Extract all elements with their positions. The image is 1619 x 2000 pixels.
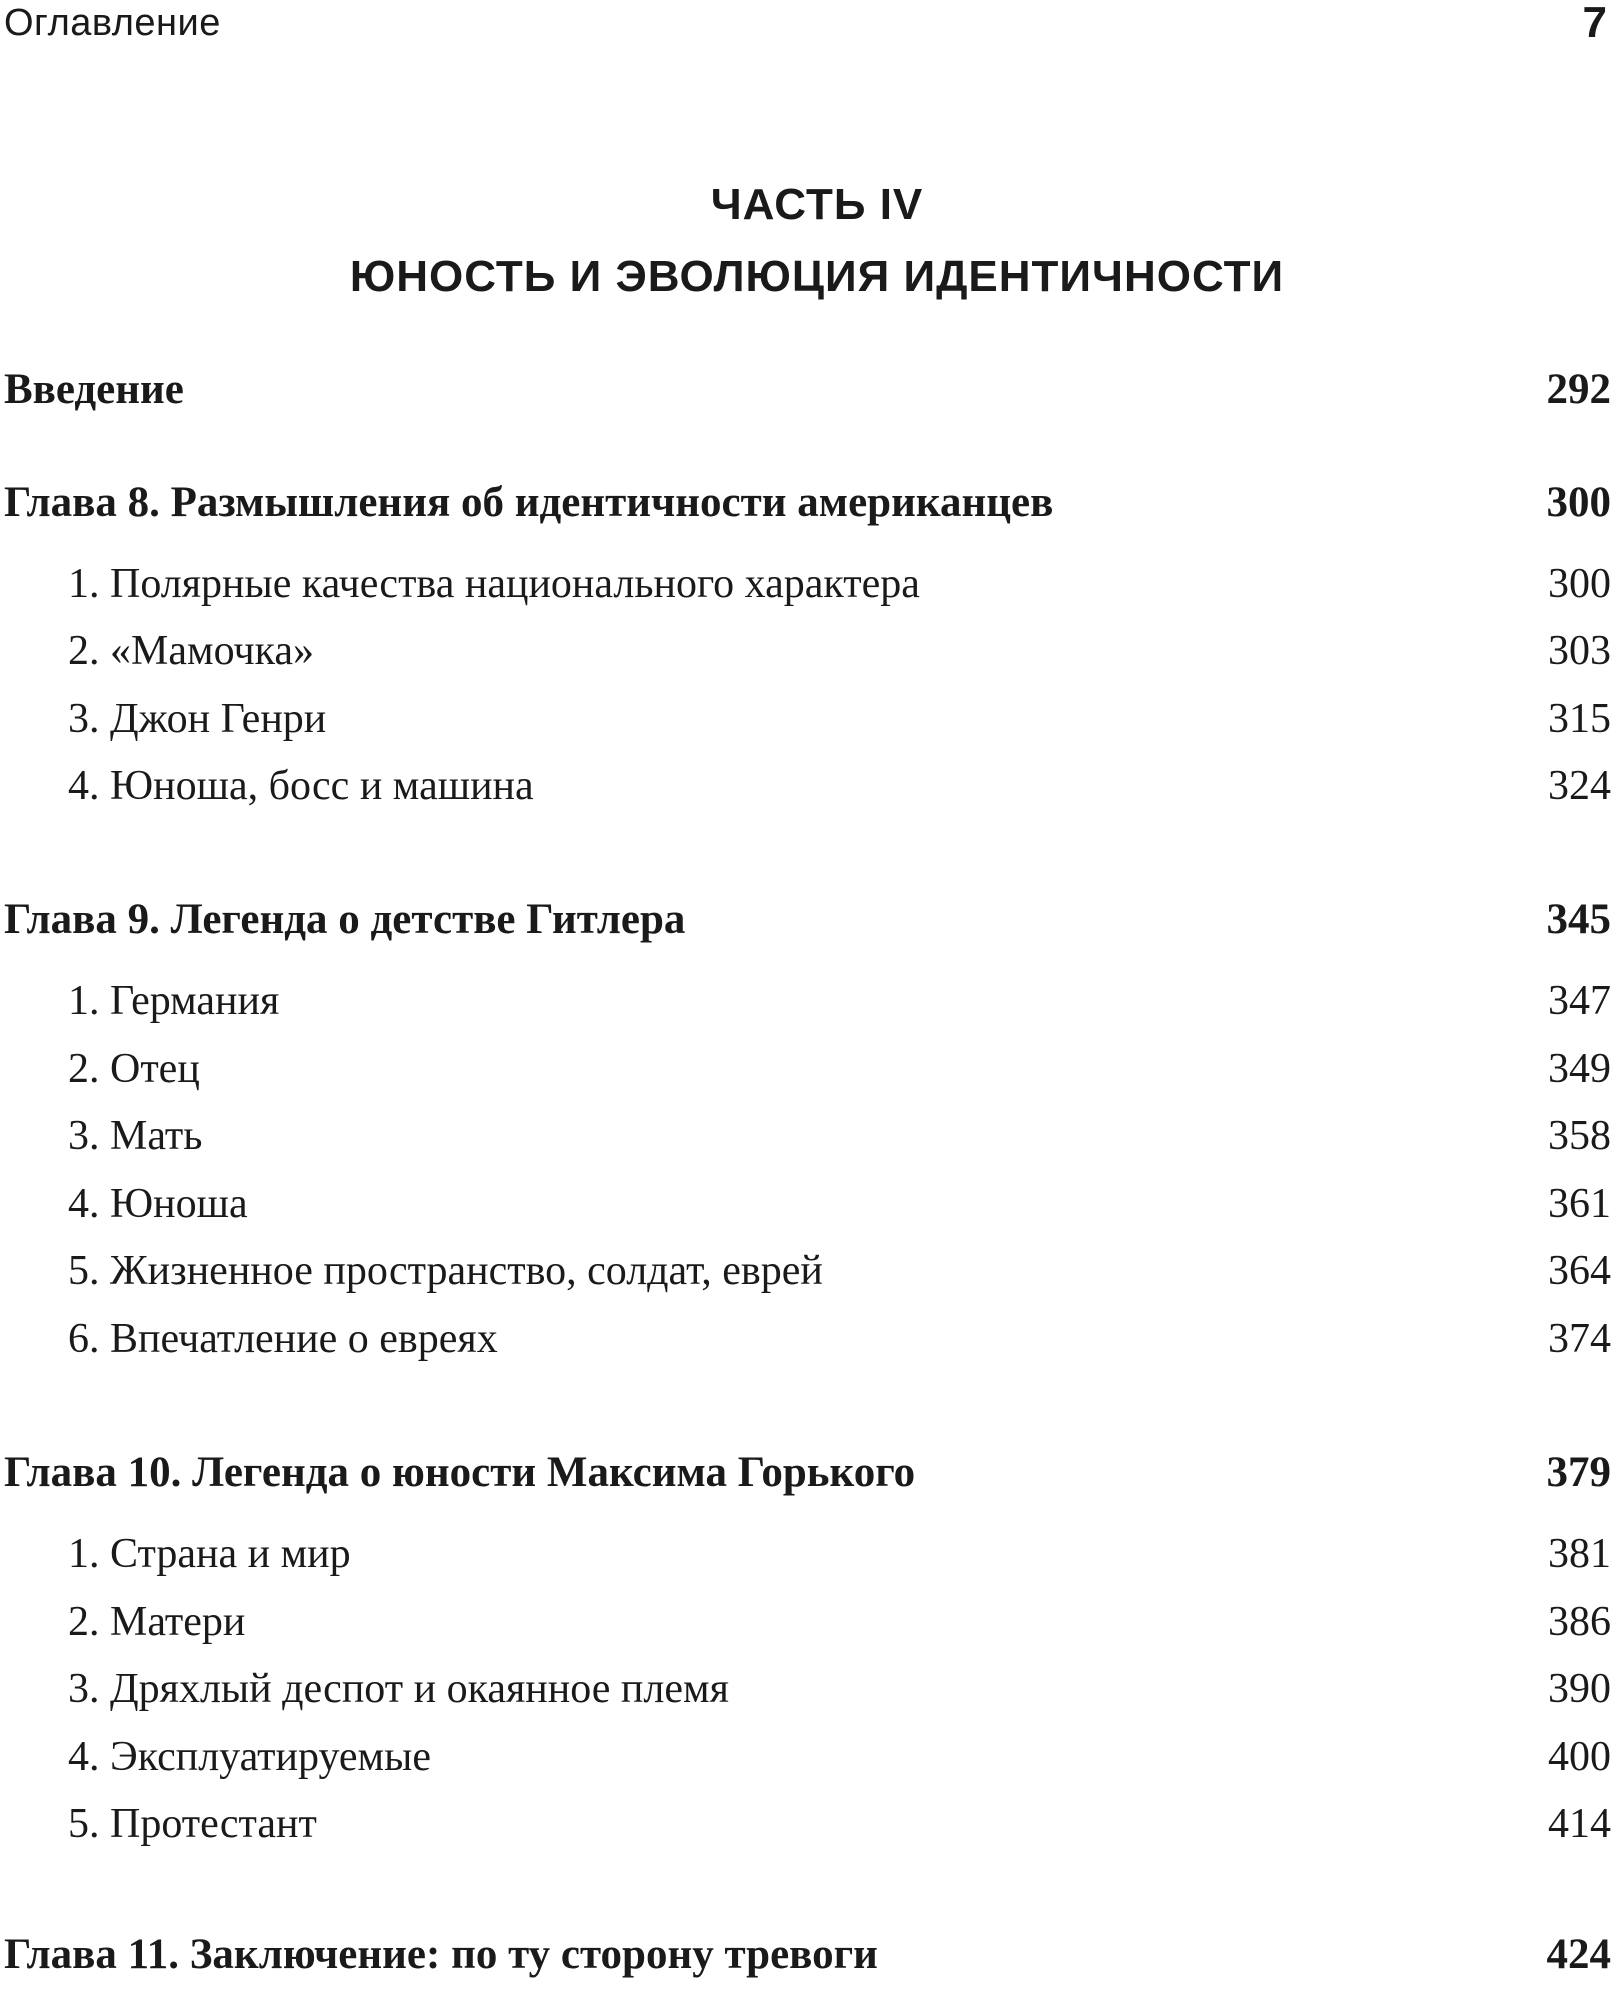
- dot-leader: [190, 413, 1541, 414]
- dot-leader: [320, 674, 1542, 675]
- toc-section-page: 414: [1548, 1801, 1611, 1847]
- toc-section[interactable]: [68, 762, 1611, 810]
- toc-section[interactable]: [68, 695, 1611, 743]
- toc-section-page: 324: [1548, 763, 1611, 809]
- toc-entry-title: Глава 11. Заключение: по ту сторону тревоги: [4, 1931, 878, 1978]
- toc-section-title: 3. Мать: [68, 1113, 203, 1159]
- toc-section-page: 386: [1548, 1599, 1611, 1645]
- toc-section-page: 349: [1548, 1046, 1611, 1092]
- toc-section-title: 4. Юноша, босс и машина: [68, 763, 534, 809]
- dot-leader: [691, 943, 1540, 944]
- toc-section[interactable]: [68, 1112, 1611, 1160]
- toc-entry-page: 345: [1546, 896, 1611, 943]
- running-header: [0, 0, 1619, 50]
- dot-leader: [208, 1159, 1542, 1160]
- toc-section-page: 300: [1548, 561, 1611, 607]
- toc-section-title: 1. Полярные качества национального характера: [68, 561, 920, 607]
- toc-entry-page: 424: [1546, 1931, 1611, 1978]
- toc-section-page: 361: [1548, 1181, 1611, 1227]
- toc-section-title: 4. Эксплуатируемые: [68, 1734, 431, 1780]
- toc-entry-intro[interactable]: [4, 365, 1611, 414]
- toc-section-title: 2. Матери: [68, 1599, 246, 1645]
- toc-section-title: 5. Жизненное пространство, солдат, еврей: [68, 1248, 823, 1294]
- toc-section-title: 6. Впечатление о евреях: [68, 1316, 498, 1362]
- dot-leader: [332, 742, 1542, 743]
- toc-section[interactable]: [68, 560, 1611, 608]
- toc-section[interactable]: [68, 1045, 1611, 1093]
- toc-section-page: 364: [1548, 1248, 1611, 1294]
- dot-leader: [926, 607, 1542, 608]
- toc-section[interactable]: [68, 1733, 1611, 1781]
- toc-section[interactable]: [68, 1665, 1611, 1713]
- toc-section[interactable]: [68, 1180, 1611, 1228]
- toc-section-title: 3. Дряхлый деспот и окаянное племя: [68, 1666, 729, 1712]
- toc-section-title: 5. Протестант: [68, 1801, 317, 1847]
- part-label: ЧАСТЬ IV: [710, 180, 924, 229]
- dot-leader: [285, 1024, 1542, 1025]
- toc-section[interactable]: [68, 1247, 1611, 1295]
- toc-entry-chapter-11[interactable]: [4, 1930, 1611, 1979]
- page-number: 7: [1582, 0, 1607, 47]
- dot-leader: [540, 809, 1542, 810]
- toc-section[interactable]: [68, 627, 1611, 675]
- dot-leader: [357, 1577, 1542, 1578]
- dot-leader: [504, 1362, 1542, 1363]
- toc-entry-title: Введение: [4, 366, 184, 413]
- toc-section-page: 381: [1548, 1531, 1611, 1577]
- toc-section-page: 400: [1548, 1734, 1611, 1780]
- toc-entry-page: 300: [1546, 479, 1611, 526]
- dot-leader: [1059, 526, 1540, 527]
- dot-leader: [323, 1847, 1542, 1848]
- dot-leader: [206, 1092, 1542, 1093]
- toc-section-title: 3. Джон Генри: [68, 696, 327, 742]
- toc-section[interactable]: [68, 1598, 1611, 1646]
- dot-leader: [829, 1294, 1542, 1295]
- dot-leader: [921, 1496, 1540, 1497]
- toc-section[interactable]: [68, 1315, 1611, 1363]
- toc-section-page: 374: [1548, 1316, 1611, 1362]
- dot-leader: [735, 1712, 1542, 1713]
- toc-entry-title: Глава 9. Легенда о детстве Гитлера: [4, 896, 686, 943]
- toc-section-page: 347: [1548, 978, 1611, 1024]
- toc-section-title: 4. Юноша: [68, 1181, 248, 1227]
- toc-section[interactable]: [68, 1530, 1611, 1578]
- toc-section-page: 315: [1548, 696, 1611, 742]
- toc-entry-page: 292: [1546, 366, 1611, 413]
- dot-leader: [254, 1227, 1542, 1228]
- toc-section-page: 358: [1548, 1113, 1611, 1159]
- toc-section-title: 1. Страна и мир: [68, 1531, 351, 1577]
- toc-entry-chapter-10[interactable]: [4, 1448, 1611, 1497]
- toc-entry-chapter-8[interactable]: [4, 478, 1611, 527]
- toc-section-title: 2. «Мамочка»: [68, 628, 315, 674]
- toc-entry-page: 379: [1546, 1449, 1611, 1496]
- dot-leader: [884, 1978, 1541, 1979]
- toc-entry-title: Глава 10. Легенда о юности Максима Горького: [4, 1449, 916, 1496]
- toc-section-page: 390: [1548, 1666, 1611, 1712]
- toc-section[interactable]: [68, 1800, 1611, 1848]
- toc-section-title: 1. Германия: [68, 978, 280, 1024]
- running-title: Оглавление: [4, 2, 221, 44]
- dot-leader: [437, 1780, 1542, 1781]
- toc-section-page: 303: [1548, 628, 1611, 674]
- toc-section[interactable]: [68, 977, 1611, 1025]
- toc-entry-chapter-9[interactable]: [4, 895, 1611, 944]
- toc-section-title: 2. Отец: [68, 1046, 200, 1092]
- toc-entry-title: Глава 8. Размышления об идентичности американцев: [4, 479, 1054, 526]
- part-title: ЮНОСТЬ И ЭВОЛЮЦИЯ ИДЕНТИЧНОСТИ: [349, 252, 1285, 301]
- dot-leader: [251, 1645, 1542, 1646]
